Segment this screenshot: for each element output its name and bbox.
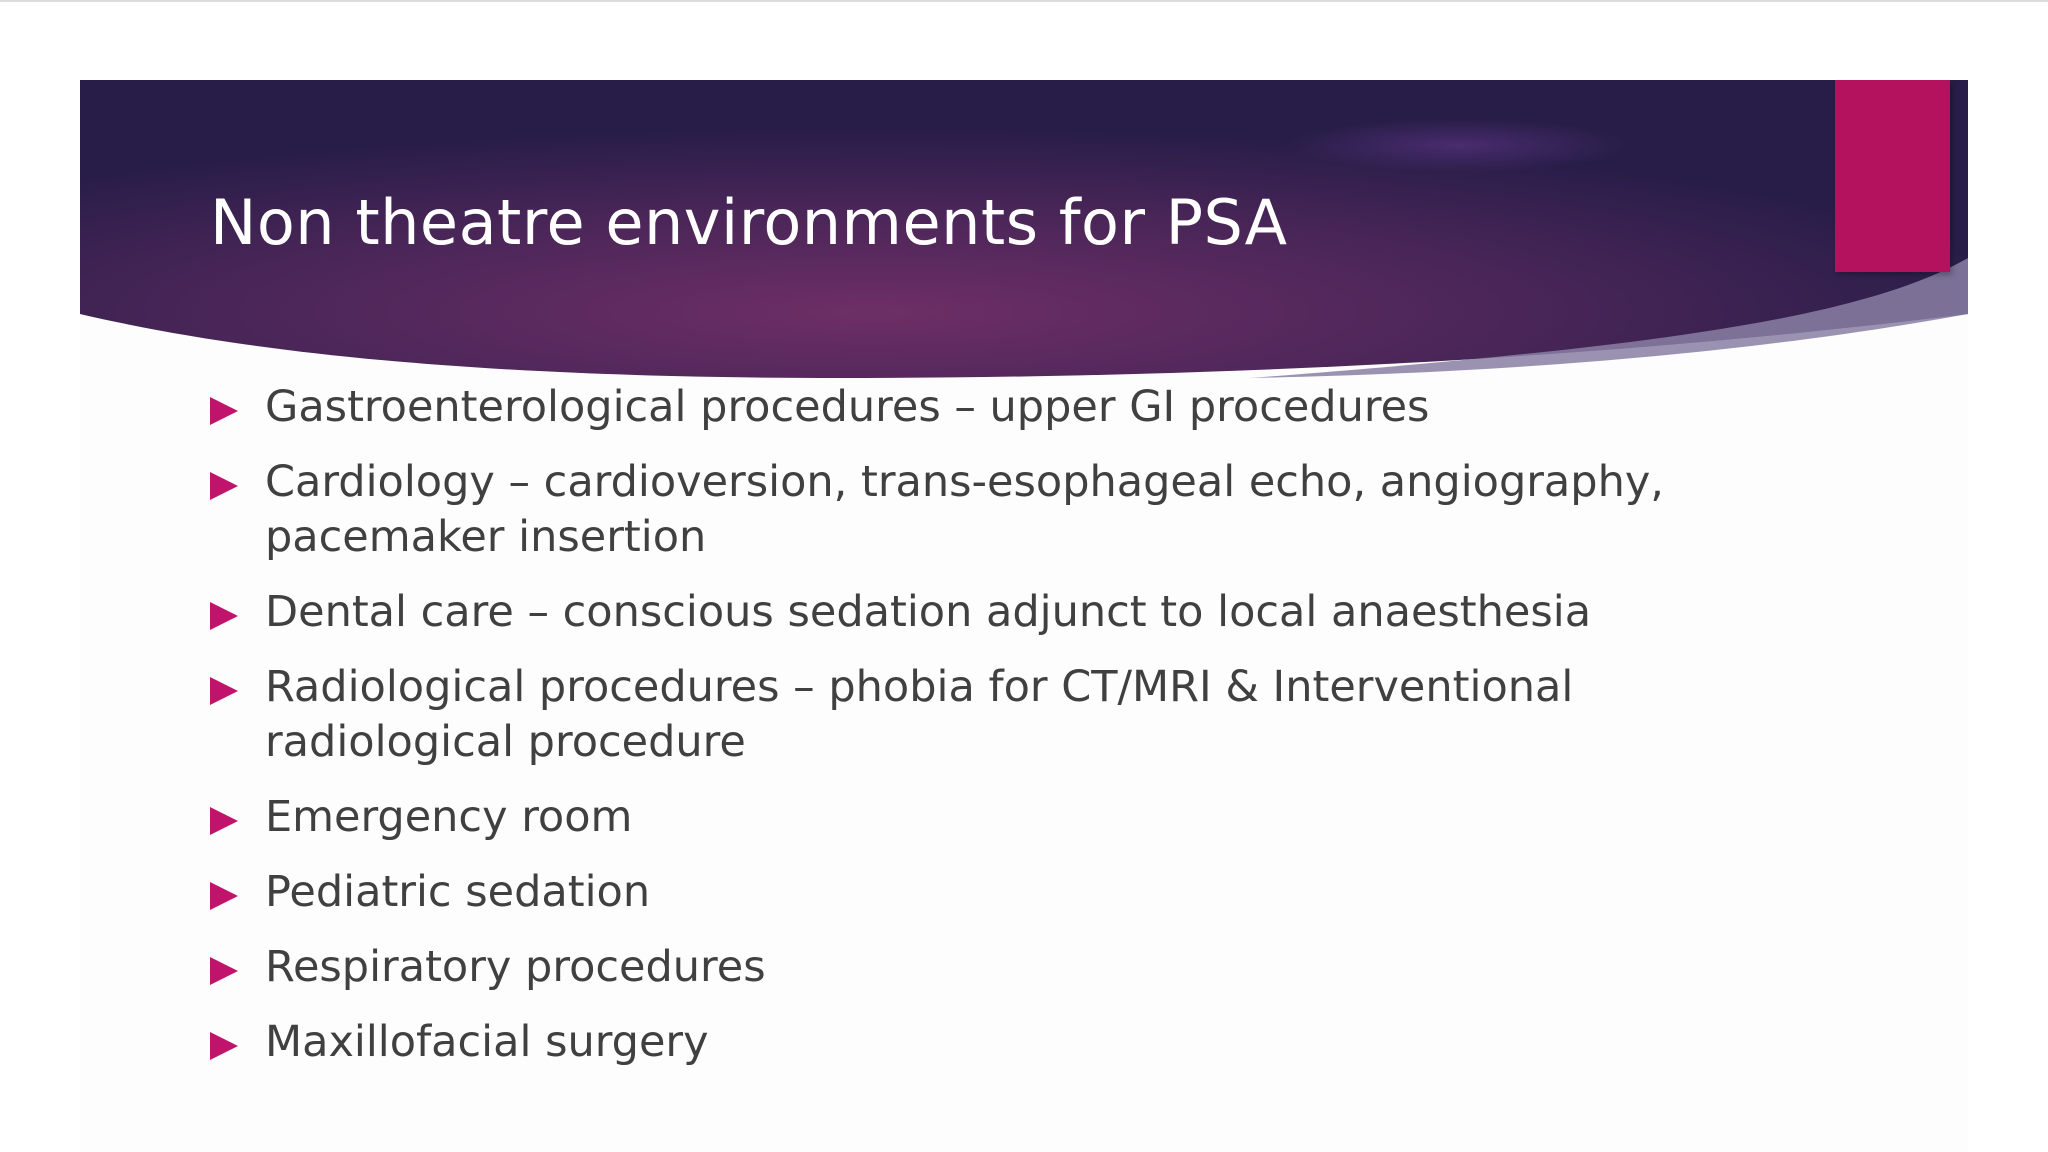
slide-title: Non theatre environments for PSA (210, 186, 1288, 259)
right-triangle-icon (210, 1032, 238, 1060)
bullet-text: Dental care – conscious sedation adjunct to local anaesthesia (265, 587, 1592, 637)
bullet-text: Maxillofacial surgery (265, 1017, 709, 1067)
bullet-text: Gastroenterological procedures – upper GI procedures (265, 382, 1430, 432)
bullet-text: Radiological procedures – phobia for CT/MRI & Interventional radiological procedure (265, 662, 1574, 767)
bullet-text: Cardiology – cardioversion, trans-esophageal echo, angiography, pacemaker insertion (265, 457, 1664, 562)
accent-tab (1835, 80, 1950, 272)
bullet-item (210, 380, 1850, 435)
bullet-text: Pediatric sedation (265, 867, 651, 917)
bullet-text: Emergency room (265, 792, 633, 842)
bullet-item (210, 1015, 1850, 1070)
right-triangle-icon (210, 472, 238, 500)
top-divider (0, 0, 2048, 2)
right-triangle-icon (210, 602, 238, 630)
bullet-item (210, 940, 1850, 995)
bullet-item (210, 790, 1850, 845)
bullet-item (210, 660, 1850, 770)
right-triangle-icon (210, 957, 238, 985)
right-triangle-icon (210, 677, 238, 705)
bullet-item (210, 585, 1850, 640)
bullet-text: Respiratory procedures (265, 942, 766, 992)
bullet-item (210, 865, 1850, 920)
right-triangle-icon (210, 807, 238, 835)
right-triangle-icon (210, 882, 238, 910)
bullet-list (210, 380, 1850, 1090)
bullet-item (210, 455, 1850, 565)
right-triangle-icon (210, 397, 238, 425)
